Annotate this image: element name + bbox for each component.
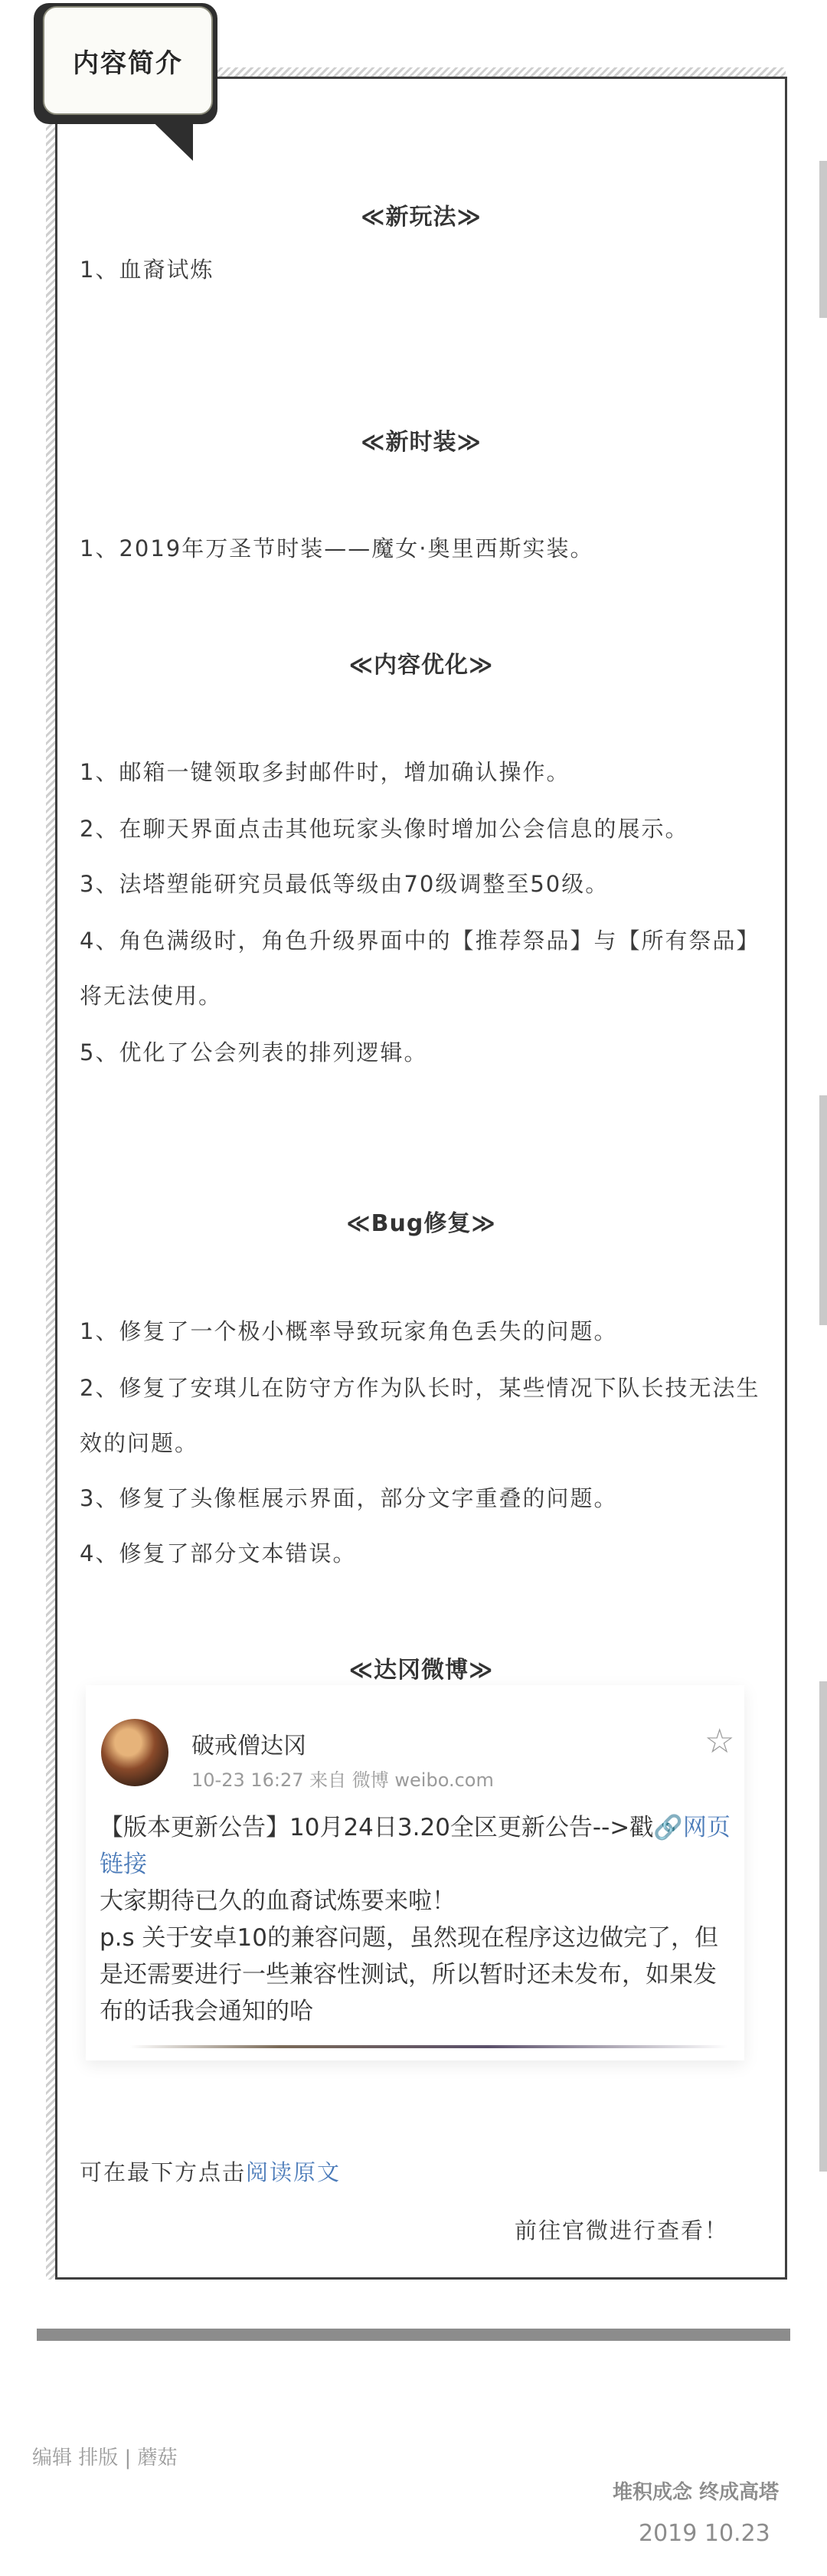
read-hint-text: 可在最下方点击 [80,2159,247,2185]
section-badge: 内容简介 [43,6,213,115]
section-title-optimization: ≪内容优化≫ [348,652,494,679]
web-link[interactable]: 🔗网页链接 [100,1814,731,1878]
star-icon[interactable]: ☆ [704,1722,735,1761]
editor-credit: 编辑 排版 | 蘑菇 [32,2447,178,2470]
weibo-text-line: 【版本更新公告】10月24日3.20全区更新公告-->戳 [100,1814,654,1841]
decorative-divider [130,2045,727,2048]
list-item: 1、邮箱一键领取多封邮件时，增加确认操作。 [80,759,570,785]
speech-bubble-tail [138,107,193,161]
list-item: 1、修复了一个极小概率导致玩家角色丢失的问题。 [80,1318,618,1344]
list-item: 2、在聊天界面点击其他玩家头像时增加公会信息的展示。 [80,816,689,842]
section-title-weibo: ≪达冈微博≫ [348,1657,494,1684]
read-original-hint [80,2159,761,2186]
slogan: 堆积成念 终成高塔 [613,2481,780,2504]
list-item: 3、法塔塑能研究员最低等级由70级调整至50级。 [80,871,610,897]
weibo-author-name[interactable]: 破戒僧达冈 [191,1733,306,1759]
publish-date: 2019 10.23 [639,2520,770,2547]
list-item: 1、2019年万圣节时装——魔女·奥里西斯实装。 [80,535,594,561]
side-tab [819,161,827,318]
list-item: 5、优化了公会列表的排列逻辑。 [80,1039,428,1065]
list-item: 4、修复了部分文本错误。 [80,1540,357,1566]
avatar[interactable] [101,1719,168,1786]
list-item: 3、修复了头像框展示界面，部分文字重叠的问题。 [80,1485,618,1511]
footer-bar [37,2329,790,2341]
list-item: 2、修复了安琪儿在防守方作为队长时，某些情况下队长技无法生效的问题。 [80,1375,760,1456]
list-item: 1、血裔试炼 [80,257,214,283]
read-original-link[interactable]: 阅读原文 [246,2159,342,2185]
side-tab [819,1681,827,2172]
list-item: 4、角色满级时，角色升级界面中的【推荐祭品】与【所有祭品】将无法使用。 [80,928,760,1009]
side-tab [819,1095,827,1325]
weibo-post-text [100,1809,737,2030]
section-title-new-costume: ≪新时装≫ [361,429,482,456]
goto-weibo-text: 前往官微进行查看！ [515,2218,729,2244]
section-title-bugfix: ≪Bug修复≫ [346,1210,496,1237]
weibo-meta: 10-23 16:27 来自 微博 weibo.com [191,1769,494,1791]
section-title-new-play: ≪新玩法≫ [361,204,482,231]
weibo-text-body: 大家期待已久的血裔试炼要来啦！ p.s 关于安卓10的兼容问题，虽然现在程序这边做完了，但是还需要进行一些兼容性测试，所以暂时还未发布，如果发布的话我会通知的哈 [100,1887,718,2025]
